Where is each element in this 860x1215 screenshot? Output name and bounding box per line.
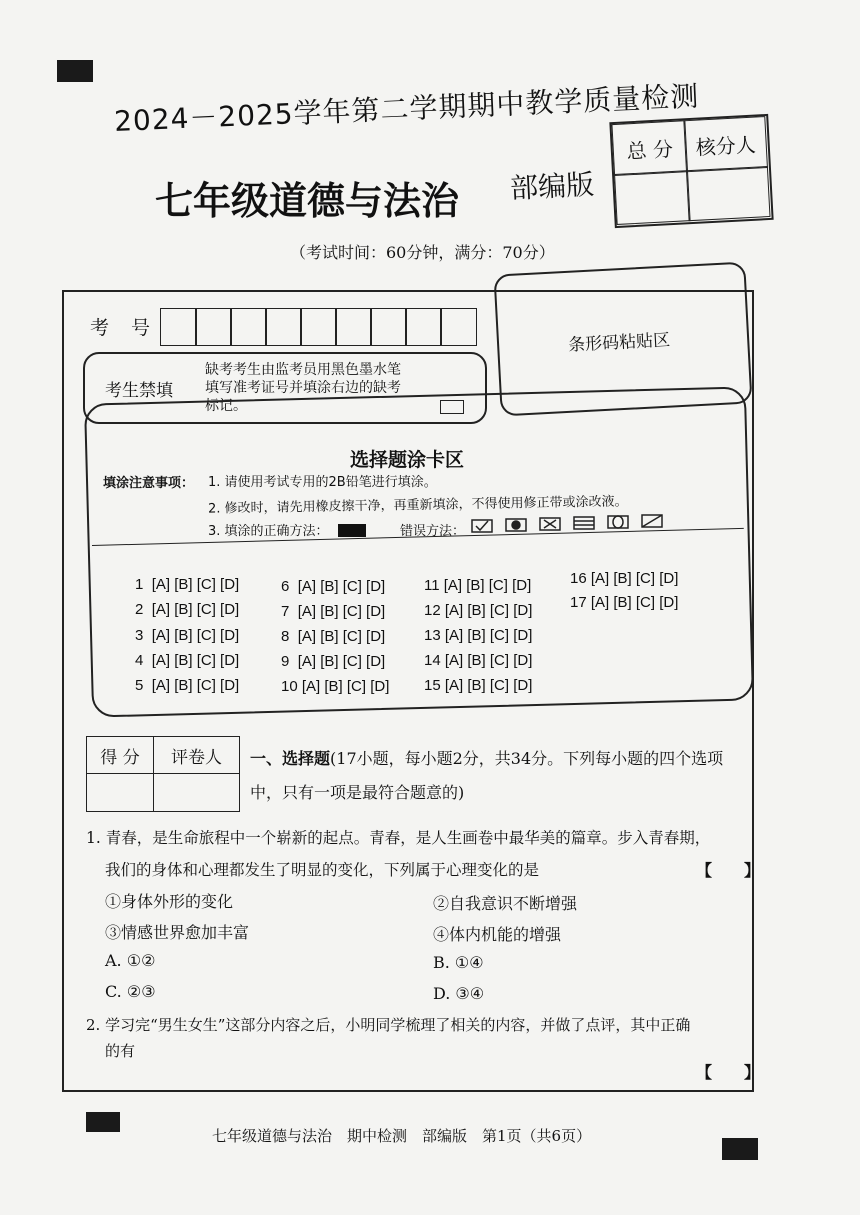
answer-row-q9[interactable]: [281, 653, 385, 670]
question-number: 4: [135, 652, 144, 669]
answer-row-q8[interactable]: [281, 628, 385, 645]
section1-desc-line2: 中，只有一项是最符合题意的): [250, 783, 465, 802]
question-number: 15: [424, 677, 441, 694]
question-number: 7: [281, 603, 290, 620]
q1-item-1: ①身体外形的变化: [105, 892, 234, 911]
question-number: 2: [135, 601, 144, 618]
grader-field[interactable]: [154, 774, 239, 811]
q2-stem-line1: 2. 学习完“男生女生”这部分内容之后，小明同学梳理了相关的内容，并做了点评，其中正确: [86, 1016, 691, 1034]
answer-card-title: 选择题涂卡区: [350, 449, 465, 471]
answer-row-q17[interactable]: [570, 594, 678, 611]
q1-item-2: ②自我意识不断增强: [433, 894, 578, 913]
q1-choice-a[interactable]: A. ①②: [105, 951, 156, 970]
q1-stem-line2: 我们的身体和心理都发生了明显的变化，下列属于心理变化的是: [105, 861, 540, 879]
total-score-label: 总 分: [611, 120, 688, 176]
answer-options: [A] [B] [C] [D]: [297, 628, 386, 645]
q2-answer-bracket[interactable]: 【 】: [696, 1063, 761, 1082]
exam-number-cell[interactable]: [300, 308, 337, 346]
answer-options: [A] [B] [C] [D]: [151, 627, 240, 644]
answer-options: [A] [B] [C] [D]: [151, 677, 240, 694]
instruction-2: 2. 修改时，请先用橡皮擦干净，再重新填涂，不得使用修正带或涂改液。: [207, 494, 628, 517]
barcode-area-label: 条形码粘贴区: [567, 330, 671, 356]
section1-desc: (17小题，每小题2分，共34分。下列每小题的四个选项: [330, 749, 724, 768]
total-score-field[interactable]: [614, 170, 691, 225]
answer-options: [A] [B] [C] [D]: [444, 652, 533, 669]
wrong-method-label: 错误方法：: [400, 524, 466, 539]
q2-stem-line2: 的有: [105, 1042, 136, 1060]
answer-options: [A] [B] [C] [D]: [590, 570, 679, 587]
answer-row-q6[interactable]: [281, 578, 385, 595]
exam-number-cell[interactable]: [405, 308, 442, 346]
section1-heading: [250, 746, 723, 769]
q1-answer-bracket[interactable]: 【 】: [696, 861, 761, 880]
answer-row-q3[interactable]: [135, 627, 239, 644]
score-field[interactable]: [87, 774, 154, 811]
instructions-label: 填涂注意事项：: [103, 476, 195, 491]
q1-stem-line1: 1. 青春，是生命旅程中一个崭新的起点。青春，是人生画卷中最华美的篇章。步入青春期，: [86, 829, 711, 847]
edition-label: 部编版: [509, 167, 595, 206]
exam-info: （考试时间：60分钟，满分：70分）: [290, 243, 555, 262]
question-number: 16: [570, 570, 587, 587]
instruction-1: 1. 请使用考试专用的2B铅笔进行填涂。: [208, 475, 437, 490]
exam-number-cell[interactable]: [335, 308, 372, 346]
exam-number-cell[interactable]: [160, 308, 197, 346]
answer-options: [A] [B] [C] [D]: [444, 627, 533, 644]
q1-choice-b[interactable]: B. ①④: [433, 953, 484, 972]
answer-row-q11[interactable]: [424, 577, 531, 594]
answer-options: [A] [B] [C] [D]: [301, 678, 390, 695]
checker-field[interactable]: [686, 166, 771, 221]
question-number: 6: [281, 578, 290, 595]
answer-row-q13[interactable]: [424, 627, 532, 644]
question-number: 11: [424, 577, 440, 594]
page-footer: 七年级道德与法治 期中检测 部编版 第1页（共6页）: [212, 1127, 592, 1145]
exam-number-cell[interactable]: [230, 308, 267, 346]
question-number: 17: [570, 594, 587, 611]
answer-options: [A] [B] [C] [D]: [444, 677, 533, 694]
answer-row-q15[interactable]: [424, 677, 532, 694]
exam-number-cell[interactable]: [440, 308, 477, 346]
subject-title: 七年级道德与法治: [155, 178, 460, 223]
answer-row-q16[interactable]: [570, 570, 678, 587]
answer-options: [A] [B] [C] [D]: [151, 652, 240, 669]
answer-options: [A] [B] [C] [D]: [151, 601, 240, 618]
answer-row-q4[interactable]: [135, 652, 239, 669]
question-number: 8: [281, 628, 290, 645]
q1-choice-d[interactable]: D. ③④: [433, 984, 485, 1003]
question-number: 3: [135, 627, 144, 644]
grader-label: 评卷人: [154, 737, 239, 774]
exam-number-cell[interactable]: [265, 308, 302, 346]
registration-mark-bottom-right: [722, 1138, 758, 1160]
instruction-3: 3. 填涂的正确方法：: [208, 524, 329, 539]
question-number: 9: [281, 653, 290, 670]
q1-item-3: ③情感世界愈加丰富: [105, 923, 250, 942]
question-number: 5: [135, 677, 144, 694]
absent-note: 缺考考生由监考员用黑色墨水笔填写准考证号并填涂右边的缺考标记。: [205, 362, 401, 414]
answer-options: [A] [B] [C] [D]: [297, 653, 386, 670]
answer-options: [A] [B] [C] [D]: [444, 602, 533, 619]
forbidden-label: 考生禁填: [105, 381, 173, 401]
question-number: 12: [424, 602, 441, 619]
registration-mark-bottom-left: [86, 1112, 120, 1132]
exam-number-cell[interactable]: [195, 308, 232, 346]
exam-number-cell[interactable]: [370, 308, 407, 346]
section1-title: 一、选择题: [250, 749, 331, 768]
answer-options: [A] [B] [C] [D]: [297, 603, 386, 620]
answer-row-q2[interactable]: [135, 601, 239, 618]
q1-choice-c[interactable]: C. ②③: [105, 982, 156, 1001]
total-score-box: [609, 114, 773, 228]
exam-title: 2024－2025学年第二学期期中教学质量检测: [113, 79, 700, 139]
answer-row-q1[interactable]: [135, 576, 239, 593]
q1-item-4: ④体内机能的增强: [433, 925, 562, 944]
question-number: 1: [135, 576, 144, 593]
answer-row-q10[interactable]: [281, 678, 389, 695]
question-number: 13: [424, 627, 441, 644]
answer-options: [A] [B] [C] [D]: [297, 578, 386, 595]
answer-row-q5[interactable]: [135, 677, 239, 694]
question-number: 10: [281, 678, 298, 695]
answer-options: [A] [B] [C] [D]: [443, 577, 532, 594]
answer-options: [A] [B] [C] [D]: [590, 594, 679, 611]
answer-row-q14[interactable]: [424, 652, 532, 669]
registration-mark-top-left: [57, 60, 93, 82]
answer-row-q12[interactable]: [424, 602, 532, 619]
correct-fill-example: [338, 524, 366, 537]
wrong-method-examples: [470, 508, 670, 542]
score-label: 得 分: [87, 737, 154, 774]
answer-options: [A] [B] [C] [D]: [151, 576, 240, 593]
exam-number-label: 考 号: [90, 317, 159, 339]
grading-table: [86, 736, 240, 812]
checker-label: 核分人: [683, 116, 768, 172]
question-number: 14: [424, 652, 441, 669]
answer-row-q7[interactable]: [281, 603, 385, 620]
